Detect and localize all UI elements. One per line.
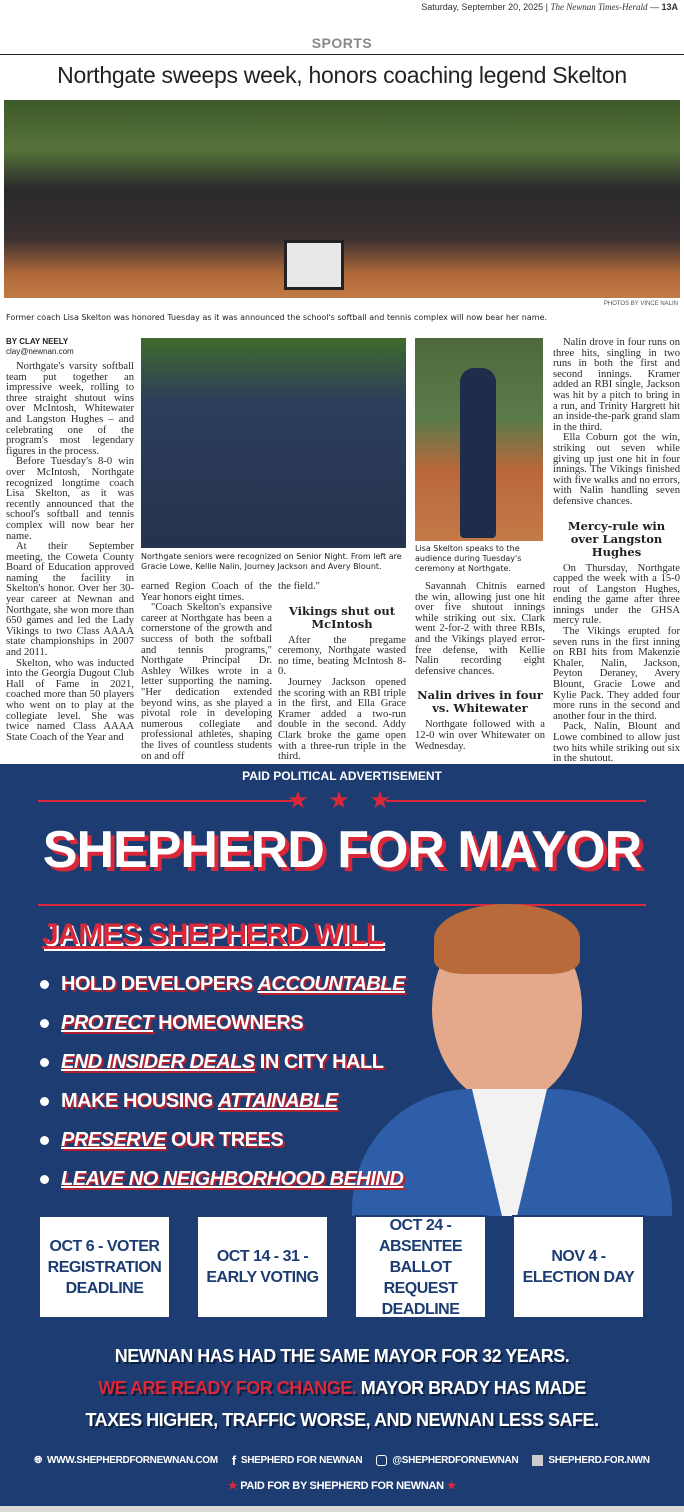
paragraph: Pack, Nalin, Blount and Lowe combined to allow just two hits while striking out six in the shutout. (553, 721, 680, 765)
paragraph: Savannah Chitnis earned the win, allowing just one hit over five shutout innings while striking out six. Clark went 2-for-2 with three RBIs, and the Vikings played error-free defense, with Kellie Nalin recording eight defensive chances. (415, 581, 545, 677)
column-3 (278, 582, 406, 763)
stars-icon: ★ ★ ★ (287, 786, 397, 814)
divider (0, 54, 684, 55)
team-photo (4, 100, 680, 298)
seniors-caption: Northgate seniors were recognized on Senior Night. From left are Gracie Lowe, Kellie Nalin, Journey Jackson and Avery Blount. (141, 552, 402, 571)
photo-credit: PHOTOS BY VINCE NALIN (603, 301, 678, 307)
pledge-list (40, 965, 440, 1199)
paragraph: earned Region Coach of the Year honors eight times. (141, 581, 272, 603)
paid-by (0, 1479, 684, 1492)
column-5 (553, 338, 680, 765)
date-box (512, 1215, 645, 1319)
paid-by-text: PAID FOR BY SHEPHERD FOR NEWNAN (240, 1480, 444, 1492)
paragraph: Northgate followed with a 12-0 win over Whitewater on Wednesday. (415, 719, 545, 752)
instagram-link[interactable]: @SHEPHERDFORNEWNAN (376, 1453, 518, 1468)
hair (434, 904, 580, 974)
pledge-item: HOLD DEVELOPERS ACCOUNTABLE (40, 965, 440, 1004)
headline: Northgate sweeps week, honors coaching legend Skelton (57, 62, 627, 88)
paragraph: After the pregame ceremony, Northgate wasted no time, beating McIntosh 8-0. (278, 634, 406, 678)
paragraph: The Vikings erupted for seven runs in the first inning on RBI hits from Makenzie Khaler, Nalin, Jackson, Peyton Deraney, Avery Blount, Gracie Lowe and Kylie Pack. They added four more runs in the second and another four in the third. (553, 626, 680, 722)
paragraph: At their September meeting, the Coweta County Board of Education approved naming the facility in Skelton's honor. Over her 30-year career at Newnan and Northgate, she won more than 650 games and led the Lady Vikings to two Class AAAA state championships in 2007 and 2011. (6, 541, 134, 659)
pledge-item: PROTECT HOMEOWNERS (40, 1004, 440, 1043)
message-line-2: WE ARE READY FOR CHANGE. MAYOR BRADY HAS MADE (98, 1378, 586, 1398)
website-link[interactable]: 🌐︎ WWW.SHEPHERDFORNEWNAN.COM (34, 1455, 218, 1466)
message-line-1: NEWNAN HAS HAD THE SAME MAYOR FOR 32 YEARS. (114, 1346, 570, 1366)
framed-photo (284, 240, 344, 290)
facebook-link[interactable]: f SHEPHERD FOR NEWNAN (231, 1453, 363, 1468)
globe-icon: 🌐︎ (34, 1455, 42, 1466)
paragraph: Ella Coburn got the win, striking out seven while giving up just one hit in four innings. The Vikings finished with five walks and no errors, with Nalin handling seven defensive chances. (553, 432, 680, 507)
page-edge (0, 1506, 684, 1512)
paragraph: Skelton, who was inducted into the Georgia Dugout Club Hall of Fame in 2021, coached more than 50 players who went on to play at the collegiate level. She was twice named Class AAAA State Coach of the Year and (6, 657, 134, 743)
column-1 (6, 362, 134, 743)
ad-title: SHEPHERD FOR MAYOR (42, 821, 642, 879)
paragraph: Northgate's varsity softball team put together an impressive week, rolling to three straight shutout wins over McIntosh, Whitewater and Langston Hughes – and celebrating one of the program's most legendary figures in the process. (6, 361, 134, 457)
author-email[interactable]: clay@newnan.com (6, 347, 74, 356)
facebook-icon: f (231, 1453, 236, 1468)
message-line-3: TAXES HIGHER, TRAFFIC WORSE, AND NEWNAN LESS SAFE. (85, 1410, 599, 1430)
author: BY CLAY NEELY (6, 337, 69, 346)
date-box-text: OCT 6 - VOTER REGISTRATION DEADLINE (47, 1237, 162, 1297)
other-social-link[interactable]: SHEPHERD.FOR.NWN (532, 1453, 649, 1468)
column-4 (415, 582, 545, 752)
figure (460, 368, 496, 538)
paragraph: On Thursday, Northgate capped the week with a 15-0 rout of Langston Hughes, ending the game after three innings under the GHSA mercy rule. (553, 562, 680, 627)
section-label: SPORTS (311, 35, 373, 51)
skelton-photo (415, 338, 543, 541)
subhead: Mercy-rule win over Langston Hughes (567, 518, 666, 559)
date: Saturday, September 20, 2025 (421, 2, 544, 12)
skelton-caption: Lisa Skelton speaks to the audience during Tuesday's ceremony at Northgate. (415, 544, 522, 573)
date-box-text: OCT 14 - 31 - EARLY VOTING (206, 1248, 319, 1286)
app-icon (532, 1455, 543, 1466)
paragraph: "Coach Skelton's expansive career at Northgate has been a cornerstone of the growth and success of both the softball and tennis programs," Northgate Principal Dr. Ashley Wilkes wrote in a letter supporting the naming. "Her dedication extended beyond wins, as she played a pivotal role in developing numerous collegiate and professional athletes, shaping the lives of countless students on and off (141, 602, 272, 762)
paragraph: Nalin drove in four runs on three hits, singling in two runs in both the first and second innings. Kramer added an RBI single, Jackson was hit by a pitch to bring in a run, and Trinity Hargrett hit an inside-the-park grand slam in the third. (553, 337, 680, 433)
paragraph: the field." (278, 581, 320, 592)
star-icon: ★ (227, 1480, 238, 1492)
byline (6, 337, 134, 357)
ad-label: PAID POLITICAL ADVERTISEMENT (242, 769, 442, 783)
pledge-item: MAKE HOUSING ATTAINABLE (40, 1082, 440, 1121)
date-box (38, 1215, 171, 1319)
dateline: Saturday, September 20, 2025 | The Newnan Times-Herald — 13A (421, 2, 678, 12)
contact-row (0, 1453, 684, 1468)
paper-name: The Newnan Times-Herald (550, 2, 648, 12)
will-heading: JAMES SHEPHERD WILL (42, 918, 384, 951)
seniors-photo (141, 338, 406, 548)
page-number: 13A (661, 2, 678, 12)
pledge-item: END INSIDER DEALS IN CITY HALL (40, 1043, 440, 1082)
column-2 (141, 582, 272, 762)
date-box (196, 1215, 329, 1319)
paragraph: Journey Jackson opened the scoring with an RBI triple in the first, and Ella Grace Kramer added a two-run double in the second. Addy Clark broke the game open with a three-run triple in the third. (278, 676, 406, 763)
subhead: Nalin drives in four vs. Whitewater (417, 688, 543, 716)
paragraph: Before Tuesday's 8-0 win over McIntosh, Northgate recognized longtime coach Lisa Skelton, as it was recently announced that the school's softball and tennis complex will now bear her name. (6, 456, 134, 542)
date-box (354, 1215, 487, 1319)
instagram-icon (376, 1455, 387, 1466)
subhead: Vikings shut out McIntosh (288, 603, 396, 631)
main-caption: Former coach Lisa Skelton was honored Tuesday as it was announced the school's softball and tennis complex will now bear her name. (6, 313, 547, 322)
star-icon: ★ (446, 1480, 457, 1492)
pledge-item: LEAVE NO NEIGHBORHOOD BEHIND (40, 1160, 440, 1199)
date-box-text: NOV 4 - ELECTION DAY (522, 1248, 635, 1286)
pledge-item: PRESERVE OUR TREES (40, 1121, 440, 1160)
date-box-text: OCT 24 - ABSENTEE BALLOT REQUEST DEADLINE (378, 1216, 463, 1318)
